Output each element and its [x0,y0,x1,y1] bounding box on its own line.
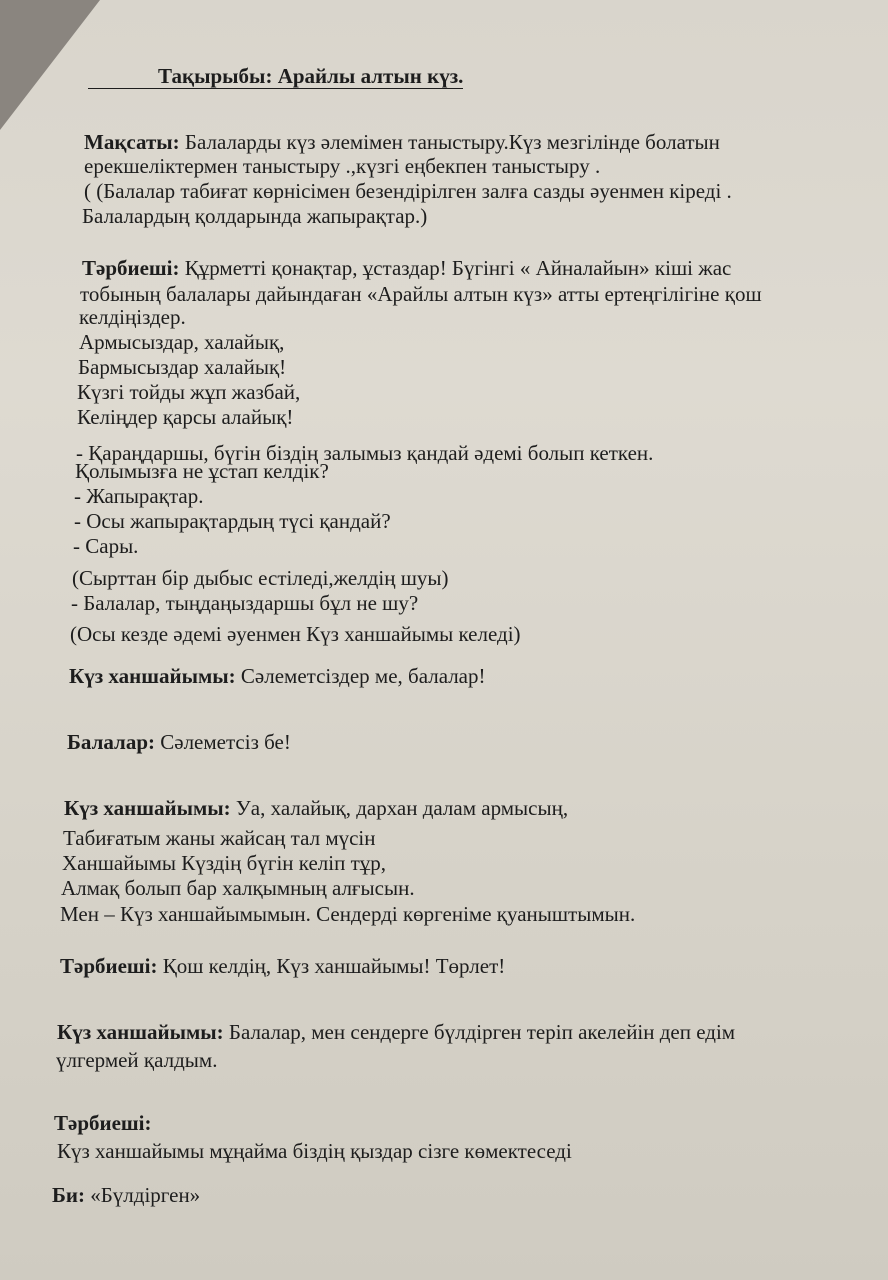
queen2-label: Күз ханшайымы: [64,796,231,820]
dance-text: «Бүлдірген» [90,1183,201,1207]
teacher1-line-5: Бармысыздар халайық! [78,355,287,379]
page-corner-shadow [0,0,100,130]
goal-line-3: ( (Балалар табиғат көрнісімен безендірілген залға сазды әуенмен кіреді . [84,179,732,203]
teacher1-line-15: (Осы кезде әдемі әуенмен Күз ханшайымы келеді) [70,622,521,646]
queen2-line-4: Алмақ болып бар халқымның алғысын. [61,876,415,900]
children1-text: Сәлеметсіз бе! [160,730,291,754]
queen2-line-3: Ханшайымы Күздің бүгін келіп тұр, [62,851,386,875]
dance-label: Би: [52,1183,85,1207]
teacher1-line-8: - Қараңдаршы, бүгін біздің залымыз қандай әдемі болып кеткен. [76,441,654,465]
children1-line [67,730,291,754]
queen3-line-2: үлгермей қалдым. [56,1048,218,1072]
queen1-line [69,664,486,688]
dance-line [52,1183,200,1207]
teacher1-line-7: Келіңдер қарсы алайық! [77,405,294,429]
goal-label: Мақсаты: [84,130,180,154]
teacher1-line-3: келдіңіздер. [79,305,186,329]
page-title: Тақырыбы: Арайлы алтын күз. [88,64,463,89]
queen3-label: Күз ханшайымы: [57,1020,224,1044]
teacher1-line-1 [82,256,731,280]
goal-line-4: Балалардың қолдарында жапырақтар.) [82,204,428,228]
queen3-text-1: Балалар, мен сендерге бүлдірген теріп акелейін деп едім [228,1020,736,1044]
teacher1-line-2: тобының балалары дайындаған «Арайлы алтын күз» атты ертеңгілігіне қош [80,282,762,306]
teacher1-line-12: - Сары. [73,534,139,558]
goal-line-2: ерекшеліктермен таныстыру .,күзгі еңбекпен таныстыру . [84,154,601,178]
queen3-line-1 [57,1020,735,1044]
teacher1-line-13: (Сырттан бір дыбыс естіледі,желдің шуы) [72,566,449,590]
teacher3-line-1: Күз ханшайымы мұңайма біздің қыздар сізге көмектеседі [57,1139,572,1163]
teacher1-line-6: Күзгі тойды жұп жазбай, [77,380,301,404]
teacher1-line-9: Қолымызға не ұстап келдік? [75,459,329,483]
queen2-line-2: Табиғатым жаны жайсаң тал мүсін [63,826,376,850]
teacher1-label: Тәрбиеші: [82,256,180,280]
teacher3-label: Тәрбиеші: [54,1111,152,1135]
queen2-line-5: Мен – Күз ханшайымымын. Сендерді көргеніме қуаныштымын. [60,902,636,926]
teacher1-text-1: Құрметті қонақтар, ұстаздар! Бүгінгі « Айналайын» кіші жас [184,256,732,280]
children1-label: Балалар: [67,730,155,754]
queen1-label: Күз ханшайымы: [69,664,236,688]
queen1-text: Сәлеметсіздер ме, балалар! [240,664,486,688]
goal-text-1: Балаларды күз әлемімен таныстыру.Күз мезгілінде болатын [184,130,720,154]
goal-line-1 [84,130,720,154]
queen2-text-1: Уа, халайық, дархан далам армысың, [235,796,569,820]
teacher2-text: Қош келдің, Күз ханшайымы! Төрлет! [162,954,506,978]
teacher2-label: Тәрбиеші: [60,954,158,978]
teacher1-line-4: Армысыздар, халайық, [79,330,285,354]
teacher1-line-10: - Жапырақтар. [74,484,204,508]
teacher1-line-14: - Балалар, тыңдаңыздаршы бұл не шу? [71,591,419,615]
teacher2-line [60,954,505,978]
teacher1-line-11: - Осы жапырақтардың түсі қандай? [74,509,391,533]
queen2-line-1 [64,796,568,820]
